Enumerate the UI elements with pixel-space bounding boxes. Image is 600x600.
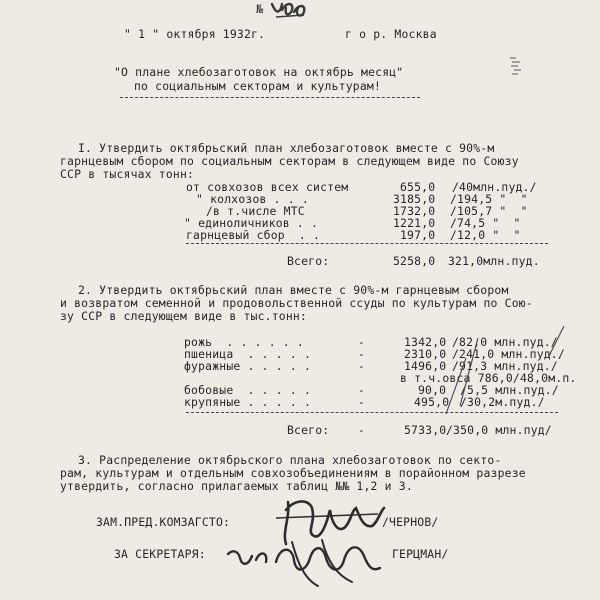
- row-dash: -: [358, 359, 366, 373]
- row-pud: /194,5 " ": [450, 192, 528, 206]
- row-pud: в т.ч.овса 786,0/48,0м.п.: [400, 371, 577, 385]
- row-value: 1496,0: [404, 359, 447, 373]
- row-dash: -: [358, 347, 366, 361]
- row-pud: /82,0 млн.пуд./: [452, 335, 558, 349]
- row-label: рожь . . . . . .: [184, 335, 304, 349]
- handwritten-signature-secretary: [222, 532, 392, 592]
- section2-total-value: 5733,0: [404, 423, 447, 437]
- row-label: крупяные . . . . .: [184, 395, 312, 409]
- row-dash: -: [358, 395, 366, 409]
- row-value: 655,0: [400, 180, 436, 194]
- section1-intro-line-3: ССР в тысячах тонн:: [60, 167, 195, 181]
- section2-intro-line-1: 2. Утвердить октябрьский план вместе с 90%-м гарнцевым сбором: [78, 283, 509, 297]
- row-label: гарнцевый сбор . .: [186, 228, 321, 242]
- row-dash: -: [358, 383, 366, 397]
- secretary-name: ГЕРЦМАН/: [392, 547, 449, 561]
- document-city: г о р. Москва: [345, 27, 437, 41]
- handwritten-number: [248, 0, 328, 22]
- row-label: фуражные . . . . .: [184, 359, 312, 373]
- row-value: 2310,0: [404, 347, 447, 361]
- row-value: 3185,0: [393, 192, 436, 206]
- section1-intro-line-1: I. Утвердить октябрьский план хлебозаготовок вместе с 90%-м: [78, 141, 495, 155]
- section1-total-value: 5258,0: [393, 254, 436, 268]
- section2-total-label: Всего:: [287, 423, 330, 437]
- row-pud: /105,7 " ": [450, 204, 528, 218]
- section3-line-2: рам, культурам и отдельным совхозобъединениям в порайонном разрезе: [60, 466, 526, 480]
- row-value: 90,0: [418, 383, 447, 397]
- document-title-line-2: по социальным секторам и культурам!: [134, 79, 382, 93]
- section2-total-underline: [186, 412, 558, 413]
- deputy-chair-name: /ЧЕРНОВ/: [382, 515, 439, 529]
- section3-line-3: утвердить, согласно прилагаемых таблиц №№ 1,2 и 3.: [60, 479, 413, 493]
- section1-intro-line-2: гарнцевым сбором по социальным секторам в следующем виде по Союзу: [60, 154, 519, 168]
- section2-intro-line-2: и возвратом семенной и продовольственной ссуды по культурам по Сою-: [60, 296, 533, 310]
- row-label: " единоличников . .: [184, 216, 319, 230]
- document-title-line-1: "О плане хлебозаготовок на октябрь месяц": [114, 65, 404, 79]
- row-label: " колхозов . . .: [196, 192, 309, 206]
- title-underline: [120, 97, 420, 98]
- row-label: бобовые . . . . .: [184, 383, 312, 397]
- row-pud: /241,0 млн.пуд./: [452, 347, 565, 361]
- row-dash: -: [358, 335, 366, 349]
- section3-line-1: 3. Распределение октябрьского плана хлебозаготовок по секто-: [78, 453, 502, 467]
- section2-total-dash: -: [358, 423, 366, 437]
- row-label: /в т.числе МТС: [206, 204, 305, 218]
- row-pud: /91,3 млн.пуд./: [452, 359, 558, 373]
- section2-intro-line-3: зу ССР в следующем виде в тыс.тонн:: [60, 309, 308, 323]
- section2-total-pud: /350,0 млн.пуд/: [446, 423, 552, 437]
- row-value: 1732,0: [393, 204, 436, 218]
- row-value: 197,0: [400, 228, 436, 242]
- row-value: 1221,0: [393, 216, 436, 230]
- row-pud: /12,0 " ": [450, 228, 521, 242]
- section1-total-underline: [186, 243, 548, 244]
- document-date: " 1 " октября 1932г.: [124, 27, 266, 41]
- handwritten-slash-marks: [440, 318, 590, 418]
- section1-total-label: Всего:: [287, 254, 330, 268]
- row-pud: /5,5 млн.пуд./: [460, 383, 559, 397]
- row-value: 495,0: [414, 395, 450, 409]
- row-value: 1342,0: [404, 335, 447, 349]
- secretary-label: ЗА СЕКРЕТАРЯ:: [114, 547, 206, 561]
- margin-stamp-mark: [506, 54, 528, 80]
- row-pud: /40млн.пуд./: [452, 180, 537, 194]
- row-label: от совхозов всех систем: [186, 180, 349, 194]
- row-pud: /74,5 " ": [450, 216, 521, 230]
- number-sign: №: [256, 2, 264, 16]
- row-pud: /30,2м.пуд./: [460, 395, 545, 409]
- deputy-chair-label: ЗАМ.ПРЕД.КОМЗАГСТО:: [96, 515, 231, 529]
- row-label: пшеница . . . . .: [184, 347, 312, 361]
- section1-total-pud: 321,0млн.пуд.: [448, 254, 540, 268]
